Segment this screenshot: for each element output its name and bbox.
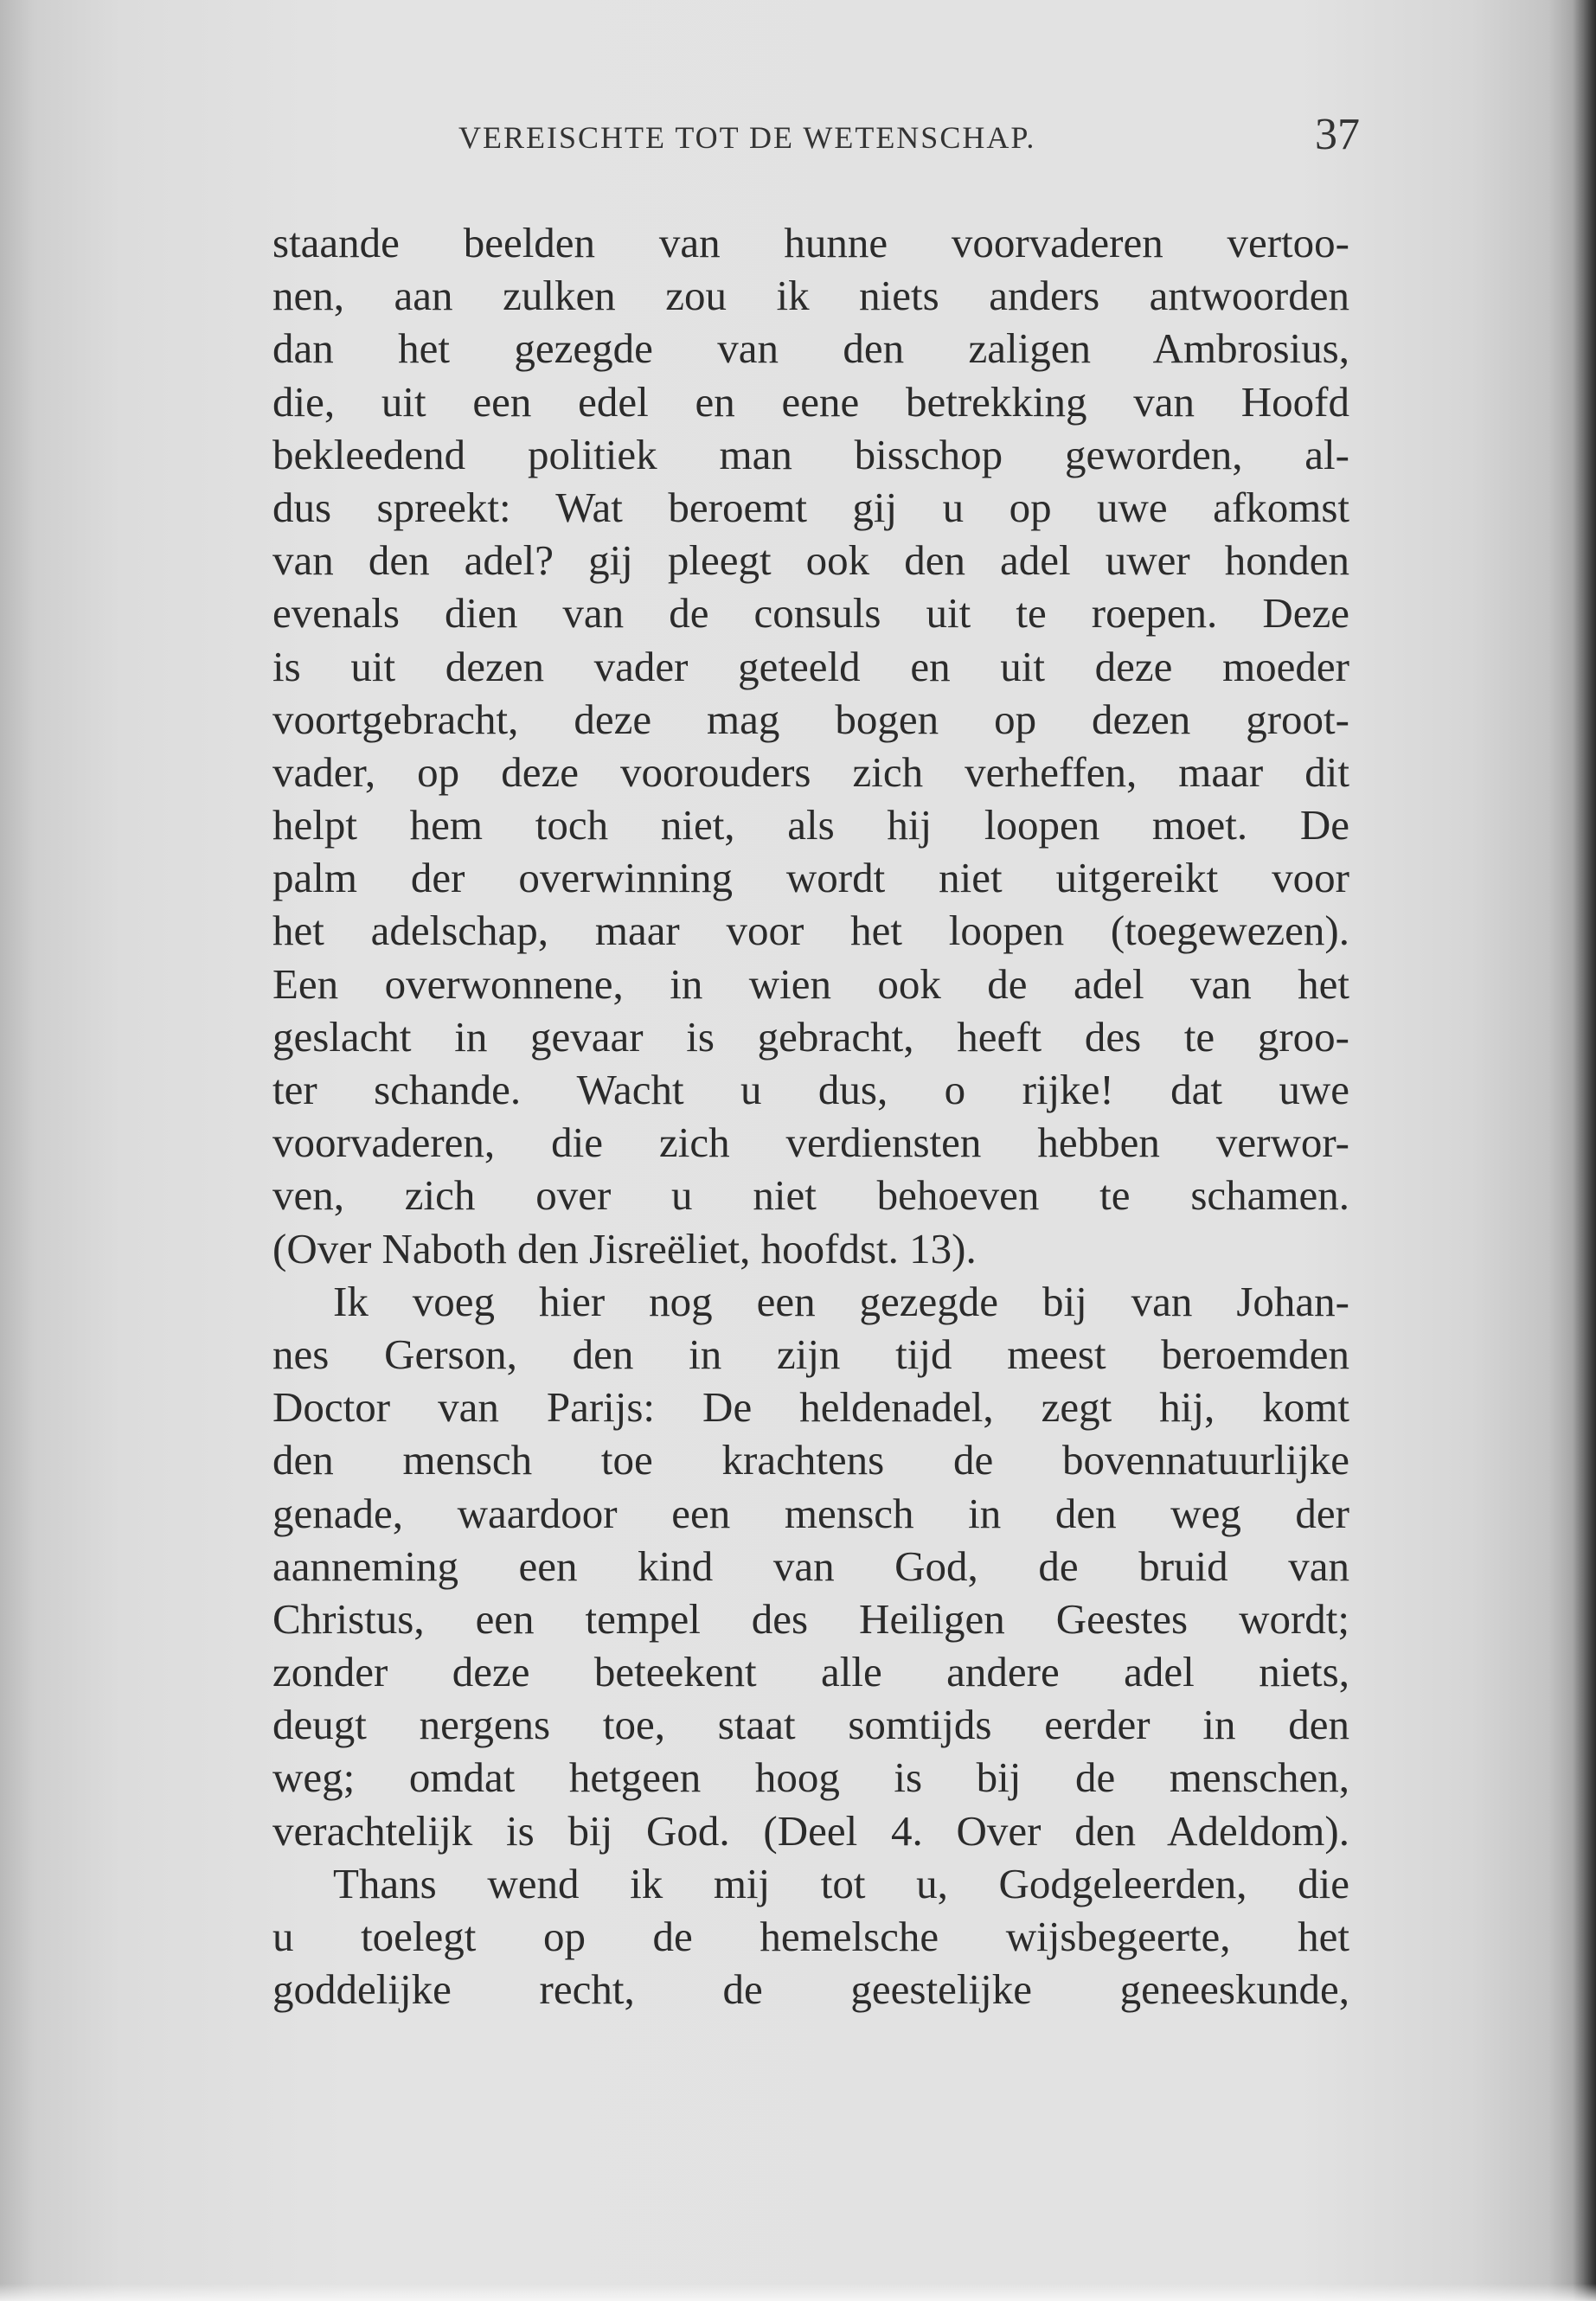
text-line: voortgebracht, deze mag bogen op dezen groot- (272, 695, 1349, 743)
text-line: weg; omdat hetgeen hoog is bij de menschen, (272, 1753, 1349, 1802)
text-line: dan het gezegde van den zaligen Ambrosius, (272, 324, 1349, 373)
text-line: palm der overwinning wordt niet uitgereikt voor (272, 854, 1349, 902)
text-line: nes Gerson, den in zijn tijd meest beroemden (272, 1330, 1349, 1378)
text-line: zonder deze beteekent alle andere adel niets, (272, 1648, 1349, 1696)
text-line: genade, waardoor een mensch in den weg der (272, 1489, 1349, 1537)
text-line: dus spreekt: Wat beroemt gij u op uwe afkomst (272, 483, 1349, 531)
text-line: ter schande. Wacht u dus, o rijke! dat uwe (272, 1066, 1349, 1113)
text-line: evenals dien van de consuls uit te roepen. Deze (272, 589, 1349, 638)
text-line: den mensch toe krachtens de bovennatuurlijke (272, 1436, 1349, 1484)
text-line: vader, op deze voorouders zich verheffen, maar dit (272, 747, 1349, 796)
text-line: geslacht in gevaar is gebracht, heeft des te groo- (272, 1012, 1349, 1061)
text-line: u toelegt op de hemelsche wijsbegeerte, het (272, 1913, 1349, 1960)
text-line: die, uit een edel en eene betrekking van Hoofd (272, 377, 1349, 426)
text-line: staande beelden van hunne voorvaderen vertoo- (272, 219, 1349, 266)
text-line: aanneming een kind van God, de bruid van (272, 1541, 1349, 1590)
text-line: verachtelijk is bij God. (Deel 4. Over den Adeldom). (272, 1806, 1349, 1855)
running-head: VEREISCHTE TOT DE WETENSCHAP. (458, 120, 1036, 155)
paragraph-first-line: Thans wend ik mij tot u, Godgeleerden, die (333, 1859, 1349, 1907)
body-text (272, 216, 1349, 2016)
text-line: Christus, een tempel des Heiligen Geestes wordt; (272, 1594, 1349, 1643)
text-line: van den adel? gij pleegt ook den adel uwer honden (272, 536, 1349, 585)
text-line: (Over Naboth den Jisreëliet, hoofdst. 13). (272, 1224, 977, 1272)
text-line: het adelschap, maar voor het loopen (toegewezen). (272, 907, 1349, 955)
text-line: goddelijke recht, de geestelijke geneeskunde, (272, 1965, 1349, 2014)
text-line: voorvaderen, die zich verdiensten hebben verwor- (272, 1118, 1349, 1167)
page-number: 37 (1315, 110, 1360, 159)
page-bottom-edge (0, 2284, 1596, 2301)
text-line: nen, aan zulken zou ik niets anders antwoorden (272, 272, 1349, 320)
page-edge-shadow (1573, 0, 1596, 2301)
text-line: ven, zich over u niet behoeven te schamen. (272, 1171, 1349, 1220)
text-line: helpt hem toch niet, als hij loopen moet. De (272, 801, 1349, 849)
text-line: bekleedend politiek man bisschop geworden, al- (272, 430, 1349, 478)
paragraph-first-line: Ik voeg hier nog een gezegde bij van Johan- (333, 1277, 1349, 1325)
text-line: is uit dezen vader geteeld en uit deze moeder (272, 642, 1349, 690)
text-line: Een overwonnene, in wien ook de adel van het (272, 959, 1349, 1008)
text-line: Doctor van Parijs: De heldenadel, zegt hij, komt (272, 1383, 1349, 1432)
text-line: deugt nergens toe, staat somtijds eerder in den (272, 1701, 1349, 1749)
